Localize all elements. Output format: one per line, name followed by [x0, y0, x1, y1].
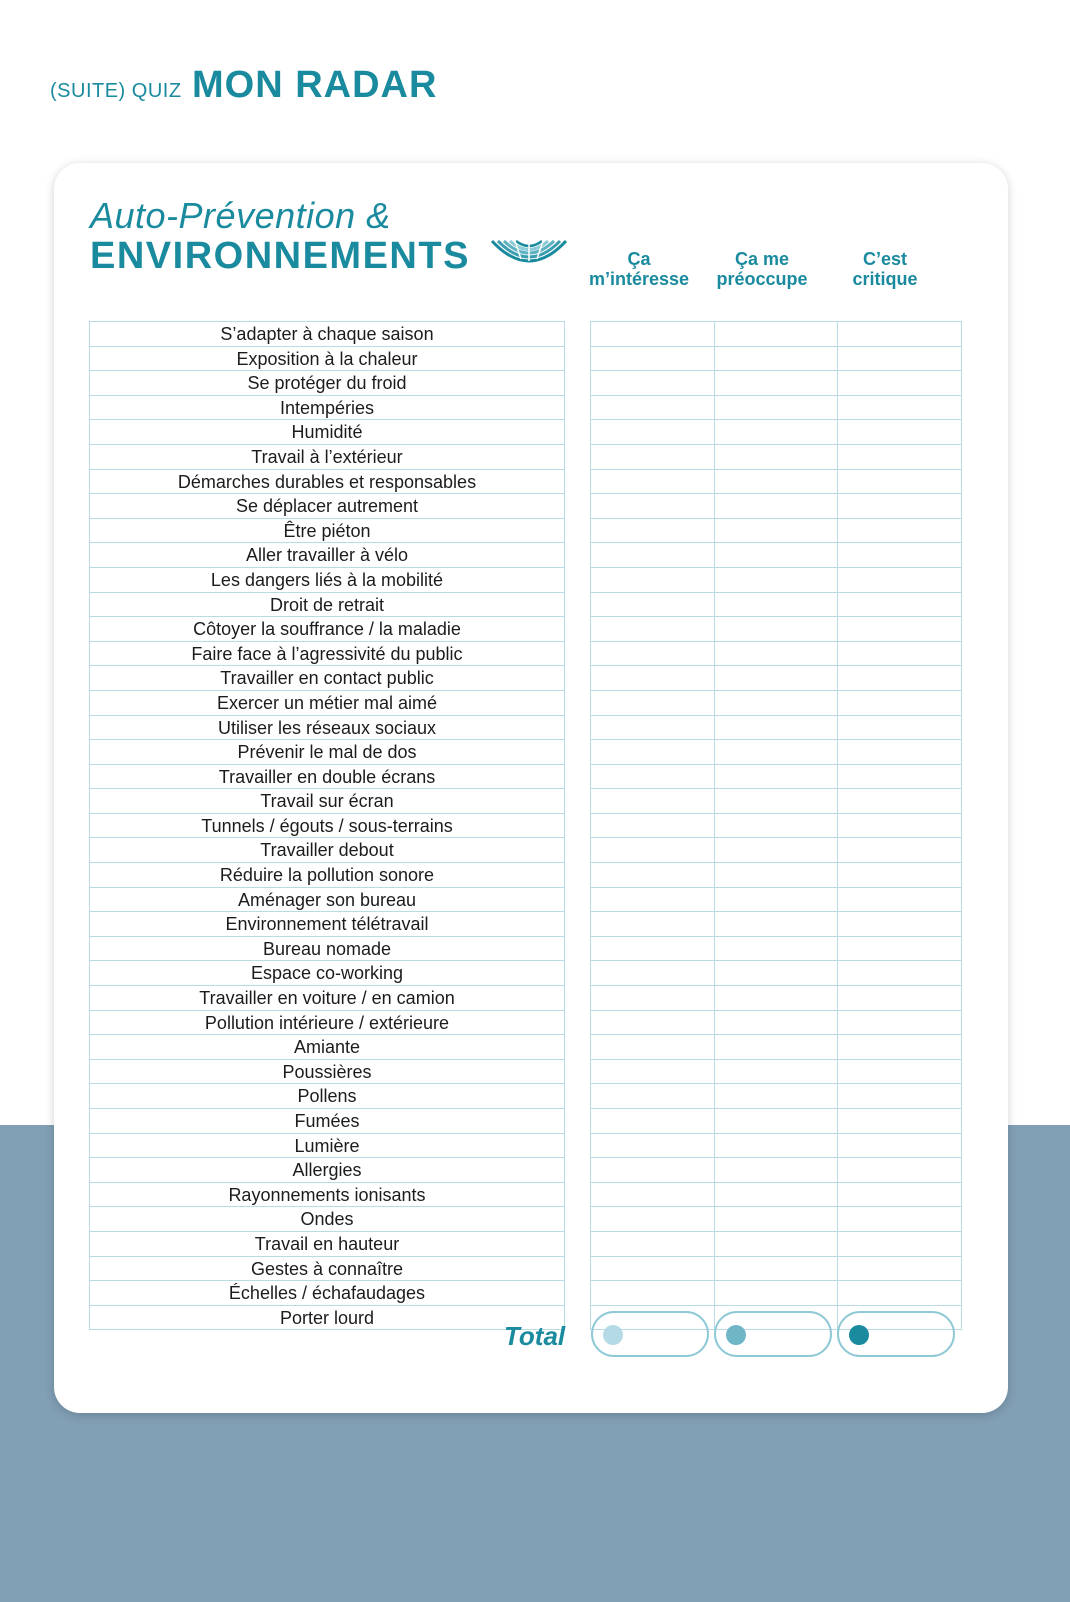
answer-cell[interactable]	[591, 469, 714, 494]
answer-cell[interactable]	[591, 911, 714, 936]
answer-cell[interactable]	[715, 370, 838, 395]
answer-cell[interactable]	[838, 1182, 961, 1207]
answer-cell[interactable]	[715, 715, 838, 740]
answer-cell[interactable]	[838, 469, 961, 494]
answer-cell[interactable]	[715, 1157, 838, 1182]
column-header-line: Ça me	[734, 249, 790, 269]
light-dot-icon	[603, 1325, 623, 1345]
quiz-card	[54, 163, 1008, 1413]
topic-row: Gestes à connaître	[90, 1256, 564, 1281]
column-header-concern	[700, 249, 824, 289]
answer-cell[interactable]	[838, 542, 961, 567]
topic-row: Aller travailler à vélo	[90, 542, 564, 567]
column-header-line: critique	[852, 269, 918, 289]
answer-cell[interactable]	[591, 493, 714, 518]
answer-cell[interactable]	[715, 518, 838, 543]
answer-cell[interactable]	[715, 764, 838, 789]
topic-row: Les dangers liés à la mobilité	[90, 567, 564, 592]
answer-cell[interactable]	[715, 1206, 838, 1231]
answer-cell[interactable]	[715, 542, 838, 567]
answer-cell[interactable]	[838, 322, 961, 346]
topic-row: Exercer un métier mal aimé	[90, 690, 564, 715]
section-title	[90, 195, 470, 278]
topic-row: Droit de retrait	[90, 592, 564, 617]
answer-cell[interactable]	[591, 567, 714, 592]
answer-cell[interactable]	[838, 1157, 961, 1182]
answer-cell[interactable]	[715, 862, 838, 887]
answer-cell[interactable]	[715, 960, 838, 985]
answer-cell[interactable]	[838, 813, 961, 838]
answer-cell[interactable]	[838, 1206, 961, 1231]
answer-cell[interactable]	[715, 1010, 838, 1035]
total-field-concern[interactable]	[714, 1311, 832, 1357]
answer-cell[interactable]	[838, 960, 961, 985]
topic-row: Ondes	[90, 1206, 564, 1231]
answer-cell[interactable]	[591, 322, 714, 346]
answer-cell[interactable]	[591, 862, 714, 887]
answer-cell[interactable]	[838, 1034, 961, 1059]
topic-row: Réduire la pollution sonore	[90, 862, 564, 887]
topic-row: Espace co-working	[90, 960, 564, 985]
answer-cell[interactable]	[715, 641, 838, 666]
answer-cell[interactable]	[715, 665, 838, 690]
section-heading: ENVIRONNEMENTS	[90, 235, 470, 277]
answer-cell[interactable]	[591, 1280, 714, 1305]
answer-cell[interactable]	[591, 1059, 714, 1084]
topic-list	[89, 321, 565, 1330]
answer-cell[interactable]	[715, 1133, 838, 1158]
answer-cell[interactable]	[838, 739, 961, 764]
topic-row: Travail à l’extérieur	[90, 444, 564, 469]
answer-cell[interactable]	[838, 1280, 961, 1305]
answer-cell[interactable]	[715, 592, 838, 617]
answer-cell[interactable]	[591, 1256, 714, 1281]
topic-row: Travailler debout	[90, 837, 564, 862]
answer-column-critical	[837, 322, 961, 1329]
answer-cell[interactable]	[838, 1108, 961, 1133]
answer-cell[interactable]	[591, 1206, 714, 1231]
topic-row: Humidité	[90, 419, 564, 444]
answer-cell[interactable]	[591, 788, 714, 813]
answer-column-interest	[591, 322, 714, 1329]
answer-cell[interactable]	[838, 616, 961, 641]
answer-cell[interactable]	[838, 567, 961, 592]
answer-cell[interactable]	[591, 592, 714, 617]
answer-cell[interactable]	[715, 567, 838, 592]
answer-cell[interactable]	[591, 837, 714, 862]
total-label: Total	[504, 1321, 566, 1351]
answer-cell[interactable]	[591, 1108, 714, 1133]
dark-dot-icon	[849, 1325, 869, 1345]
answer-cell[interactable]	[591, 1133, 714, 1158]
topic-row: Travailler en contact public	[90, 665, 564, 690]
answer-cell[interactable]	[591, 518, 714, 543]
answer-cell[interactable]	[715, 985, 838, 1010]
topic-row: Poussières	[90, 1059, 564, 1084]
answer-cell[interactable]	[715, 1182, 838, 1207]
answer-cell[interactable]	[838, 1133, 961, 1158]
answer-cell[interactable]	[591, 985, 714, 1010]
topic-row: Travail sur écran	[90, 788, 564, 813]
column-header-line: préoccupe	[716, 269, 808, 289]
answer-cell[interactable]	[591, 1231, 714, 1256]
answer-cell[interactable]	[715, 1231, 838, 1256]
answer-cell[interactable]	[838, 764, 961, 789]
answer-cell[interactable]	[591, 542, 714, 567]
topic-row: S’adapter à chaque saison	[220, 324, 434, 344]
answer-cell[interactable]	[591, 1182, 714, 1207]
answer-cell[interactable]	[838, 837, 961, 862]
answer-cell[interactable]	[715, 1280, 838, 1305]
column-header-line: m’intéresse	[588, 269, 690, 289]
answer-cell[interactable]	[715, 616, 838, 641]
topic-row: Se déplacer autrement	[90, 493, 564, 518]
topic-row: Utiliser les réseaux sociaux	[90, 715, 564, 740]
topic-row: Travail en hauteur	[90, 1231, 564, 1256]
total-field-critical[interactable]	[837, 1311, 955, 1357]
answer-cell[interactable]	[591, 715, 714, 740]
total-field-interest[interactable]	[591, 1311, 709, 1357]
answer-cell[interactable]	[591, 346, 714, 371]
answer-cell[interactable]	[715, 1034, 838, 1059]
topic-row: Amiante	[90, 1034, 564, 1059]
topic-row: Côtoyer la souffrance / la maladie	[90, 616, 564, 641]
topic-row: Environnement télétravail	[90, 911, 564, 936]
topic-row: Faire face à l’agressivité du public	[90, 641, 564, 666]
topic-row: Bureau nomade	[90, 936, 564, 961]
topic-row: Intempéries	[90, 395, 564, 420]
topic-row: Rayonnements ionisants	[90, 1182, 564, 1207]
answer-cell[interactable]	[591, 887, 714, 912]
column-header-interest	[577, 249, 701, 289]
answer-cell[interactable]	[591, 1034, 714, 1059]
answer-cell[interactable]	[838, 715, 961, 740]
answer-cell[interactable]	[715, 444, 838, 469]
answer-cell[interactable]	[591, 419, 714, 444]
answer-cell[interactable]	[838, 592, 961, 617]
topic-row: Se protéger du froid	[90, 370, 564, 395]
answer-cell[interactable]	[591, 616, 714, 641]
answer-cell[interactable]	[715, 911, 838, 936]
topic-row: Pollution intérieure / extérieure	[90, 1010, 564, 1035]
answer-cell[interactable]	[591, 1010, 714, 1035]
answer-cell[interactable]	[715, 395, 838, 420]
answer-grid	[590, 321, 962, 1330]
answer-cell[interactable]	[715, 322, 838, 346]
answer-cell[interactable]	[838, 936, 961, 961]
answer-cell[interactable]	[838, 1059, 961, 1084]
answer-cell[interactable]	[715, 346, 838, 371]
answer-cell[interactable]	[838, 444, 961, 469]
header-prefix: (SUITE) QUIZ	[50, 80, 182, 102]
topic-row: Porter lourd	[90, 1305, 564, 1330]
answer-cell[interactable]	[838, 862, 961, 887]
answer-cell[interactable]	[591, 739, 714, 764]
answer-cell[interactable]	[591, 395, 714, 420]
answer-cell[interactable]	[591, 641, 714, 666]
column-header-critical	[823, 249, 947, 289]
topic-row: Fumées	[90, 1108, 564, 1133]
answer-cell[interactable]	[591, 960, 714, 985]
topic-row: Aménager son bureau	[90, 887, 564, 912]
answer-cell[interactable]	[838, 1256, 961, 1281]
column-header-line: Ça	[627, 249, 651, 269]
answer-cell[interactable]	[715, 887, 838, 912]
answer-cell[interactable]	[715, 936, 838, 961]
answer-cell[interactable]	[838, 690, 961, 715]
answer-cell[interactable]	[838, 419, 961, 444]
answer-cell[interactable]	[715, 1059, 838, 1084]
topic-row: Démarches durables et responsables	[90, 469, 564, 494]
page-header	[50, 64, 437, 107]
topic-row: Échelles / échafaudages	[90, 1280, 564, 1305]
answer-cell[interactable]	[591, 936, 714, 961]
answer-cell[interactable]	[715, 690, 838, 715]
answer-cell[interactable]	[591, 444, 714, 469]
topic-row: Tunnels / égouts / sous-terrains	[90, 813, 564, 838]
answer-cell[interactable]	[591, 690, 714, 715]
answer-cell[interactable]	[838, 641, 961, 666]
section-subtitle: Auto-Prévention &	[90, 195, 391, 236]
answer-cell[interactable]	[838, 346, 961, 371]
answer-cell[interactable]	[838, 1231, 961, 1256]
answer-cell[interactable]	[838, 887, 961, 912]
topic-row: Travailler en double écrans	[90, 764, 564, 789]
answer-cell[interactable]	[838, 985, 961, 1010]
answer-cell[interactable]	[591, 1083, 714, 1108]
topic-row: Lumière	[90, 1133, 564, 1158]
answer-cell[interactable]	[715, 1083, 838, 1108]
answer-column-concern	[714, 322, 838, 1329]
radar-icon	[490, 233, 568, 273]
topic-row: Prévenir le mal de dos	[90, 739, 564, 764]
topic-row: Travailler en voiture / en camion	[90, 985, 564, 1010]
answer-cell[interactable]	[838, 518, 961, 543]
topic-row: Pollens	[90, 1083, 564, 1108]
topic-row: Être piéton	[90, 518, 564, 543]
answer-cell[interactable]	[715, 419, 838, 444]
answer-cell[interactable]	[838, 1083, 961, 1108]
answer-cell[interactable]	[591, 764, 714, 789]
answer-cell[interactable]	[838, 665, 961, 690]
header-title: MON RADAR	[192, 64, 438, 106]
answer-cell[interactable]	[838, 911, 961, 936]
answer-cell[interactable]	[715, 493, 838, 518]
medium-dot-icon	[726, 1325, 746, 1345]
answer-cell[interactable]	[715, 813, 838, 838]
answer-cell[interactable]	[838, 788, 961, 813]
answer-cell[interactable]	[838, 1010, 961, 1035]
topic-row: Exposition à la chaleur	[90, 346, 564, 371]
answer-cell[interactable]	[715, 837, 838, 862]
answer-cell[interactable]	[715, 739, 838, 764]
answer-cell[interactable]	[591, 1157, 714, 1182]
answer-cell[interactable]	[591, 813, 714, 838]
answer-cell[interactable]	[838, 370, 961, 395]
column-header-line: C’est	[862, 249, 907, 269]
topic-row: Allergies	[90, 1157, 564, 1182]
answer-cell[interactable]	[591, 665, 714, 690]
answer-cell[interactable]	[715, 1256, 838, 1281]
answer-cell[interactable]	[838, 395, 961, 420]
answer-cell[interactable]	[591, 370, 714, 395]
answer-cell[interactable]	[715, 1108, 838, 1133]
answer-cell[interactable]	[715, 788, 838, 813]
answer-cell[interactable]	[715, 469, 838, 494]
answer-cell[interactable]	[838, 493, 961, 518]
